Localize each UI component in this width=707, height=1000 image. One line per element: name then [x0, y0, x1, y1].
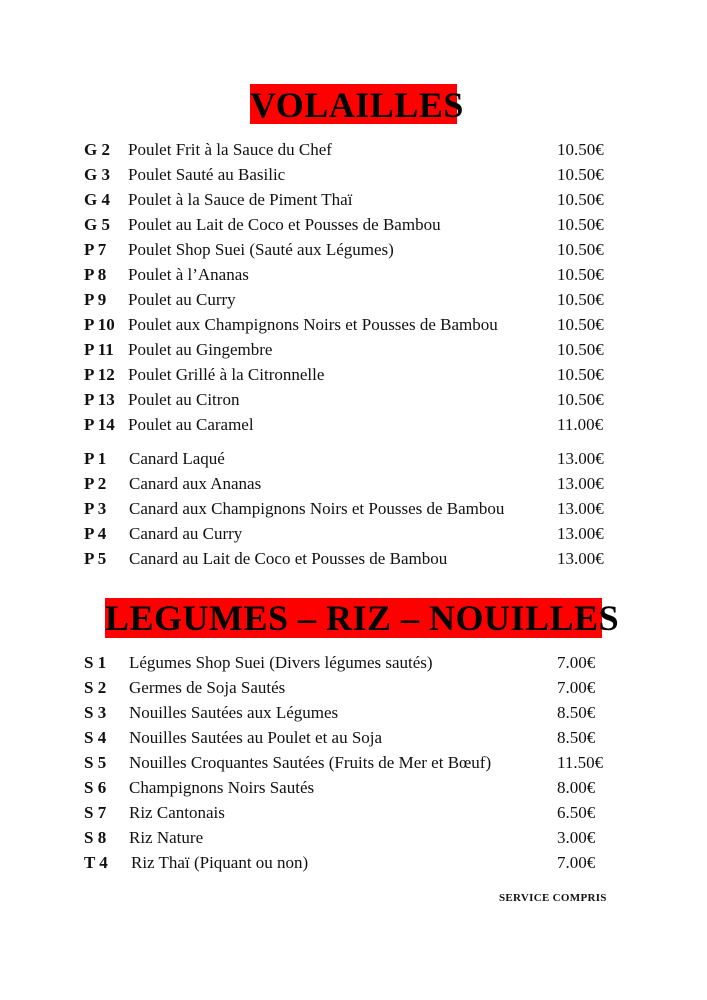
item-name: Poulet au Lait de Coco et Pousses de Bambou: [128, 215, 441, 234]
item-code: S 7: [84, 803, 107, 822]
item-name: Riz Nature: [129, 828, 204, 847]
item-code: P 3: [84, 499, 107, 518]
item-code: P 14: [84, 415, 115, 434]
item-name: Légumes Shop Suei (Divers légumes sautés): [129, 653, 433, 672]
menu-item: [0, 262, 707, 287]
item-price: 6.50€: [557, 803, 596, 822]
item-price: 13.00€: [557, 549, 604, 568]
item-code: P 12: [84, 365, 115, 384]
menu-item: [0, 137, 707, 162]
item-code: S 3: [84, 703, 107, 722]
item-name: Nouilles Sautées aux Légumes: [129, 703, 339, 722]
item-price: 13.00€: [557, 449, 604, 468]
item-code: P 1: [84, 449, 107, 468]
item-code: P 5: [84, 549, 107, 568]
item-price: 13.00€: [557, 499, 604, 518]
menu-item: [0, 521, 707, 546]
item-price: 10.50€: [557, 390, 604, 409]
item-code: P 10: [84, 315, 115, 334]
item-name: Poulet aux Champignons Noirs et Pousses de Bambou: [128, 315, 498, 334]
item-code: G 4: [84, 190, 110, 209]
item-name: Poulet au Curry: [128, 290, 236, 309]
menu-item: [0, 187, 707, 212]
item-price: 7.00€: [557, 853, 596, 872]
menu-item: [0, 775, 707, 800]
item-code: P 9: [84, 290, 107, 309]
item-price: 13.00€: [557, 474, 604, 493]
item-name: Poulet à l’Ananas: [128, 265, 249, 284]
item-price: 10.50€: [557, 190, 604, 209]
item-name: Nouilles Sautées au Poulet et au Soja: [129, 728, 383, 747]
item-name: Riz Cantonais: [129, 803, 225, 822]
item-price: 8.50€: [557, 728, 596, 747]
item-price: 11.00€: [557, 415, 604, 434]
item-code: S 2: [84, 678, 107, 697]
item-name: Canard aux Ananas: [129, 474, 262, 493]
menu-item: [0, 387, 707, 412]
item-name: Germes de Soja Sautés: [129, 678, 286, 697]
menu-item: [0, 162, 707, 187]
menu-item: [0, 496, 707, 521]
menu-item: [0, 675, 707, 700]
item-code: P 2: [84, 474, 107, 493]
item-name: Nouilles Croquantes Sautées (Fruits de Mer et Bœuf): [129, 753, 492, 772]
item-price: 10.50€: [557, 215, 604, 234]
menu-item: [0, 546, 707, 571]
menu-item: [0, 412, 707, 437]
menu-item: [0, 471, 707, 496]
menu-item: [0, 850, 707, 875]
item-code: G 5: [84, 215, 110, 234]
item-price: 3.00€: [557, 828, 596, 847]
menu-item: [0, 287, 707, 312]
service-note: SERVICE COMPRIS: [499, 892, 607, 904]
item-price: 8.50€: [557, 703, 596, 722]
item-name: Poulet Grillé à la Citronnelle: [128, 365, 325, 384]
item-name: Poulet Frit à la Sauce du Chef: [128, 140, 332, 159]
item-name: Poulet au Gingembre: [128, 340, 273, 359]
item-price: 7.00€: [557, 678, 596, 697]
section-title-volailles: VOLAILLES: [250, 85, 464, 125]
item-code: G 3: [84, 165, 110, 184]
menu-item: [0, 237, 707, 262]
item-price: 10.50€: [557, 140, 604, 159]
menu-item: [0, 362, 707, 387]
menu-item: [0, 825, 707, 850]
item-price: 11.50€: [557, 753, 604, 772]
item-name: Poulet Sauté au Basilic: [128, 165, 286, 184]
item-code: S 6: [84, 778, 107, 797]
item-code: P 8: [84, 265, 107, 284]
item-code: P 11: [84, 340, 114, 359]
item-name: Canard au Lait de Coco et Pousses de Bambou: [129, 549, 448, 568]
item-price: 13.00€: [557, 524, 604, 543]
item-code: S 4: [84, 728, 107, 747]
item-code: S 5: [84, 753, 107, 772]
item-code: S 1: [84, 653, 107, 672]
item-code: P 13: [84, 390, 115, 409]
item-name: Canard aux Champignons Noirs et Pousses de Bambou: [129, 499, 505, 518]
item-code: G 2: [84, 140, 110, 159]
menu-item: [0, 446, 707, 471]
item-name: Poulet au Caramel: [128, 415, 254, 434]
item-code: S 8: [84, 828, 107, 847]
item-price: 10.50€: [557, 265, 604, 284]
item-name: Poulet Shop Suei (Sauté aux Légumes): [128, 240, 394, 259]
item-price: 7.00€: [557, 653, 596, 672]
item-price: 8.00€: [557, 778, 596, 797]
item-price: 10.50€: [557, 315, 604, 334]
item-name: Canard Laqué: [129, 449, 225, 468]
menu-item: [0, 650, 707, 675]
item-name: Riz Thaï (Piquant ou non): [131, 853, 309, 872]
menu-item: [0, 700, 707, 725]
item-name: Champignons Noirs Sautés: [129, 778, 315, 797]
item-code: P 7: [84, 240, 107, 259]
menu-item: [0, 212, 707, 237]
item-name: Poulet à la Sauce de Piment Thaï: [128, 190, 353, 209]
item-name: Canard au Curry: [129, 524, 243, 543]
section-title-legumes-riz-nouilles: LEGUMES – RIZ – NOUILLES: [105, 598, 620, 638]
item-price: 10.50€: [557, 340, 604, 359]
menu-item: [0, 337, 707, 362]
item-name: Poulet au Citron: [128, 390, 240, 409]
item-price: 10.50€: [557, 165, 604, 184]
menu-item: [0, 312, 707, 337]
item-price: 10.50€: [557, 240, 604, 259]
item-price: 10.50€: [557, 290, 604, 309]
menu-item: [0, 725, 707, 750]
item-code: T 4: [84, 853, 108, 872]
item-code: P 4: [84, 524, 107, 543]
menu-item: [0, 800, 707, 825]
menu-item: [0, 750, 707, 775]
item-price: 10.50€: [557, 365, 604, 384]
